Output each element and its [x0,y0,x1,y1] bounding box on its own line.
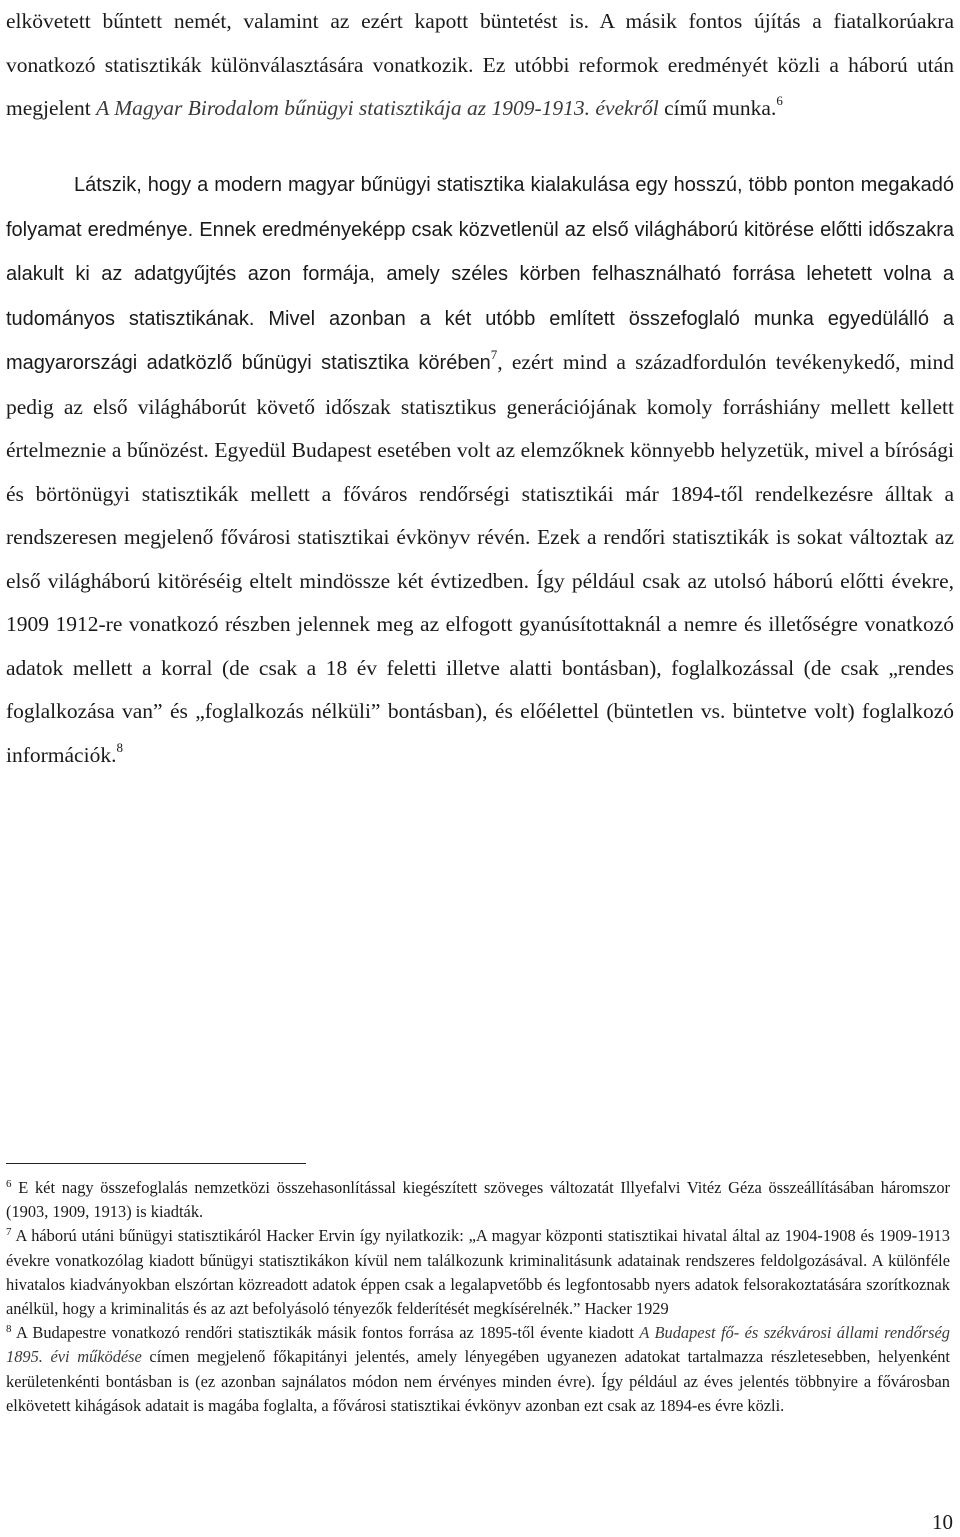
footnote-text: A Budapestre vonatkozó rendőri statisztikák másik fontos forrása az 1895-től évente kiadott [16,1323,640,1343]
paragraph-2-sans-text: Látszik, hogy a modern magyar bűnügyi statisztika kialakulása egy hosszú, több ponton megakadó folyamat eredménye. [6,174,954,241]
footnote-number: 7 [6,1226,12,1239]
footnote-text: A háború utáni bűnügyi statisztikáról Hacker Ervin így nyilatkozik: „A magyar központi statisztikai hivatal által az 1904-1908 és 1909-1913 évekre vonatkozólag kiadott bűnügyi statisztikákon kívül nem találkozunk kriminalitásunk adatainak rendszeres feldolgozásával. A különféle hivatalos kiadványokban elszórtan közreadott adatok éppen csak a legalapvetőbb és legfontosabb nyers adatok felsorakoztatására szorítkoznak anélkül, hogy a kriminalitás és az azt befolyásoló tényezők felderítését megkísérelnék.” Hacker 1929 [6,1226,950,1319]
paragraph-1-text: elkövetett bűntett nemét, valamint az ezért kapott büntetést is. A másik fontos újítás a fiatalkorúakra vonatkozó statisztikák különválasztására vonatkozik. Ez utóbbi reformok eredményét közli a háború után megjelent [6,9,954,120]
footnote-ref-6[interactable]: 6 [776,93,783,108]
footnote-ref-8[interactable]: 8 [116,739,123,755]
footnote-publication-title: A Budapest fő- és székvárosi állami rendőrség 1895. évi működése [6,1323,950,1367]
footnote-7 [6,1224,950,1321]
footnote-6 [6,1176,950,1224]
footnotes [6,1176,950,1418]
publication-title: A Magyar Birodalom bűnügyi statisztikája az 1909-1913. évekről [96,96,659,120]
paragraph-2 [6,163,954,777]
footnote-number: 6 [6,1178,12,1190]
footnote-ref-7[interactable]: 7 [490,347,498,362]
footnote-8 [6,1321,950,1418]
paragraph-2-text-a: Ennek eredményeképp csak közvetlenül az első világháború kitörése előtti időszakra alakult ki az adatgyűjtés azon formája, amely széles körben felhasználható forrása lehetett volna a tudományos statisztikának. Mivel azonban a két utóbb említett összefoglaló munka egyedülálló a magyarországi adatközlő bűnügyi statisztika körében [6,218,954,374]
footnote-text: E két nagy összefoglalás nemzetközi összehasonlítással kiegészített szöveges változatát Illyefalvi Vitéz Géza összeállításában háromszor (1903, 1909, 1913) is kiadták. [6,1178,950,1222]
footnote-number: 8 [6,1323,12,1336]
paragraph-2-text-b: , ezért mind a századfordulón tevékenykedő, mind pedig az első világháborút követő időszak statisztikus generációjának komoly forráshiány mellett kellett értelmeznie a bűnözést. Egyedül Budapest esetében volt az elemzőknek könnyebb helyzetük, mivel a bírósági és börtönügyi statisztikák mellett a főváros rendőrségi statisztikái már 1894-től rendelkezésre álltak a rendszeresen megjelenő fővárosi statisztikai évkönyv révén. Ezek a rendőri statisztikák is sokat változtak az első világháború kitöréséig eltelt mindössze két évtizedben. Így például csak az utolsó háború előtti évekre, 1909 1912-re vonatkozó részben jelennek meg az elfogott gyanúsítottaknál a nemre és illetőségre vonatkozó adatok mellett a korral (de csak a 18 év feletti illetve alatti bontásban), foglalkozással (de csak „rendes foglalkozása van” és „foglalkozás nélküli” bontásban), és előélettel (büntetlen vs. büntetve volt) foglalkozó információk. [6,350,954,767]
page-number: 10 [932,1510,953,1534]
footnote-text-end: címen megjelenő főkapitányi jelentés, amely lényegében ugyanezen adatokat tartalmazza részletesebben, helyenként kerületenkénti bontásban is (ez azonban sajnálatos módon nem érvényes minden évre). Így például az éves jelentés többnyire a fővárosban elkövetett kihágások adatait is magába foglalta, a fővárosi statisztikai évkönyv azonban ezt csak az 1894-es évre közli. [6,1347,950,1415]
paragraph-1 [6,0,954,131]
paragraph-1-end: című munka. [658,96,777,120]
footnote-separator [6,1163,306,1164]
